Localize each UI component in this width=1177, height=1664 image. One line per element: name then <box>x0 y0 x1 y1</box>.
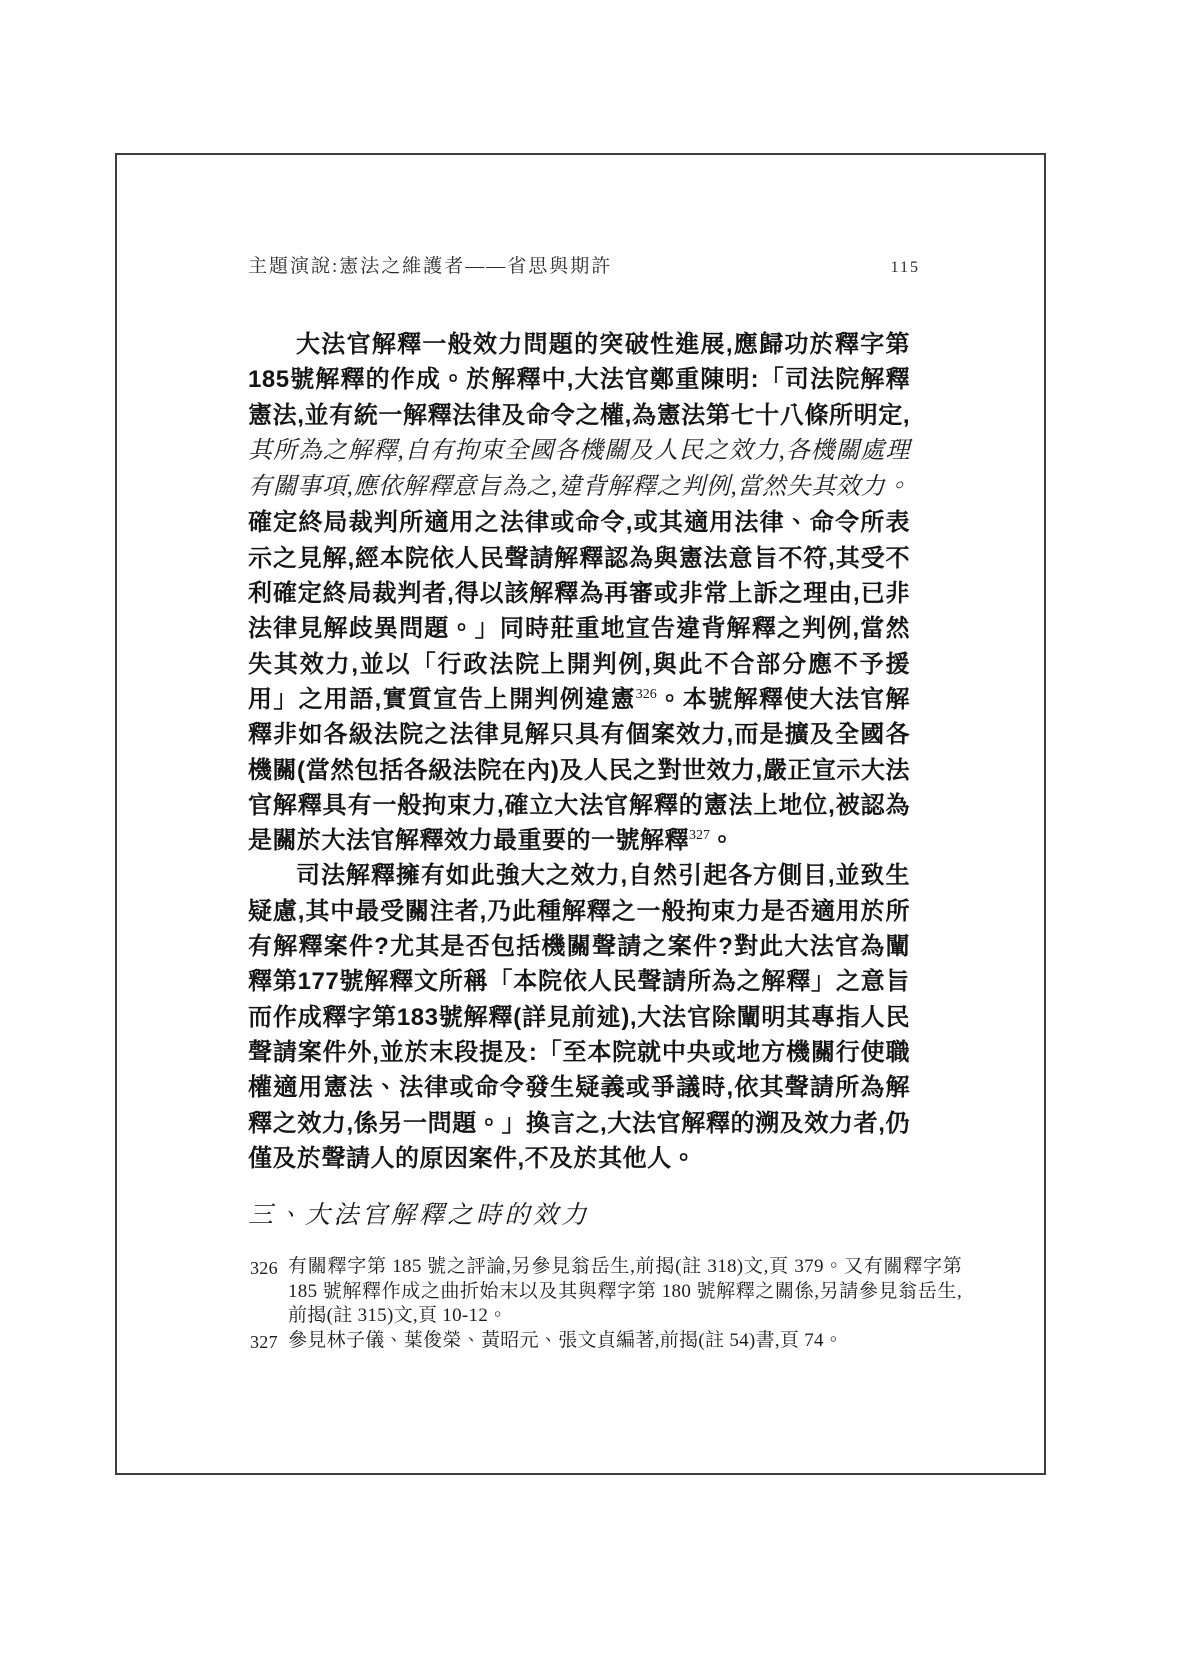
text-segment: 其所為之解釋,自有拘束全國各機關及人民之效力,各機關處理有關事項,應依解釋意旨為之,違背解釋之判例,當然失其效力。 <box>248 437 910 501</box>
body-paragraphs <box>248 327 910 1176</box>
footnote-text: 有關釋字第 185 號之評論,另參見翁岳生,前揭(註 318)文,頁 379。又有關釋字第 185 號解釋作成之曲折始末以及其與釋字第 180 號解釋之關係,另請參見翁岳生,前揭(註 315)文,頁 10-12。 <box>288 1256 962 1327</box>
text-segment: 。本號解釋使大法官解釋非如各級法院之法律見解只具有個案效力,而是擴及全國各機關(當然包括各級法院在內)及人民之對世效力,嚴正宣示大法官解釋具有一般拘束力,確立大法官解釋的憲法上地位,被認為是關於大法官解釋效力最重要的一號解釋 <box>248 685 910 855</box>
text-segment: 司法解釋擁有如此強大之效力,自然引起各方側目,並致生疑慮,其中最受關注者,乃此種解釋之一般拘束力是否適用於所有解釋案件?尤其是否包括機關聲請之案件?對此大法官為闡釋第177號解釋文所稱「本院依人民聲請所為之解釋」之意旨而作成釋字第183號解釋(詳見前述),大法官除闡明其專指人民聲請案件外,並於末段提及:「至本院就中央或地方機關行使職權適用憲法、法律或命令發生疑義或爭議時,依其聲請所為解釋之效力,係另一問題。」換言之,大法官解釋的溯及效力者,仍僅及於聲請人的原因案件,不及於其他人。 <box>248 862 910 1172</box>
text-segment: 大法官解釋一般效力問題的突破性進展,應歸功於釋字第185號解釋的作成。於解釋中,大法官鄭重陳明:「司法院解釋憲法,並有統一解釋法律及命令之權,為憲法第七十八條所明定, <box>248 331 910 429</box>
running-header <box>248 251 920 278</box>
footnote-reference: 326 <box>635 686 657 702</box>
paragraph <box>248 858 910 1176</box>
running-header-title: 主題演說:憲法之維護者——省思與期許 <box>248 256 613 277</box>
footnote-text: 參見林子儀、葉俊榮、黃昭元、張文貞編著,前揭(註 54)書,頁 74。 <box>288 1330 844 1352</box>
body-text-column <box>248 327 910 1234</box>
footnote <box>250 1329 962 1354</box>
page-number: 115 <box>890 259 920 276</box>
footnote-number: 326 <box>250 1258 278 1278</box>
footnotes-block <box>250 1255 962 1354</box>
footnote <box>250 1255 962 1329</box>
paragraph <box>248 327 910 858</box>
footnote-reference: 327 <box>689 828 710 844</box>
text-segment: 確定終局裁判所適用之法律或命令,或其適用法律、命令所表示之見解,經本院依人民聲請解釋認為與憲法意旨不符,其受不利確定終局裁判者,得以該解釋為再審或非常上訴之理由,已非法律見解歧異問題。」同時莊重地宣告違背解釋之判例,當然失其效力,並以「行政法院上開判例,與此不合部分應不予援用」之用語,實質宣告上開判例違憲 <box>248 509 910 713</box>
footnote-number: 327 <box>250 1332 278 1353</box>
page-border <box>115 153 1046 1475</box>
text-segment: 。 <box>710 827 735 855</box>
section-heading: 三、大法官解釋之時的效力 <box>248 1202 591 1230</box>
